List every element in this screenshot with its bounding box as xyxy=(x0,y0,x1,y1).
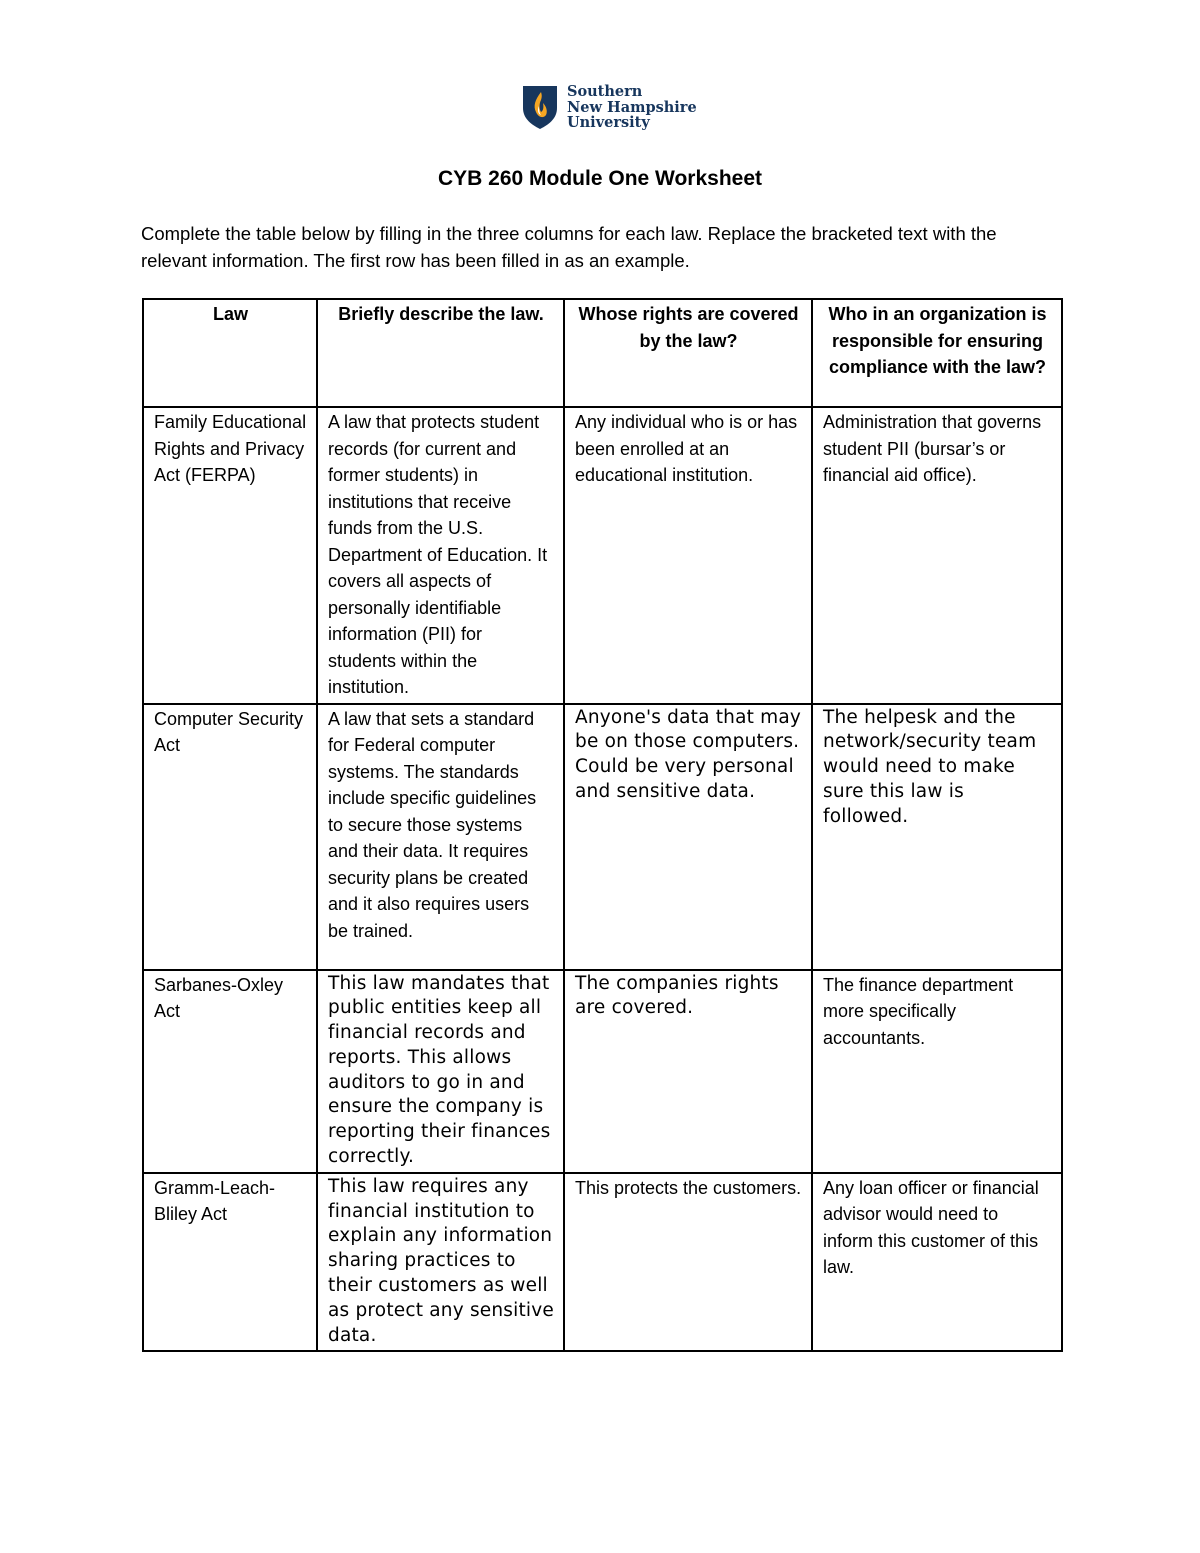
law-description-cell: A law that sets a standard for Federal computer systems. The standards include specific guidelines to secure those systems and their data. It requires security plans be created and it also requires users be trained. xyxy=(317,704,564,970)
law-description-cell: This law requires any financial institution to explain any information sharing practices to their customers as well as protect any sensitive data. xyxy=(317,1173,564,1352)
header-law: Law xyxy=(143,299,317,407)
snhu-logo xyxy=(521,84,697,131)
law-description-cell: This law mandates that public entities keep all financial records and reports. This allows auditors to go in and ensure the company is reporting their finances correctly. xyxy=(317,970,564,1173)
header-responsible: Who in an organization is responsible for ensuring compliance with the law? xyxy=(812,299,1062,407)
logo-line-1: Southern xyxy=(567,83,643,100)
instructions-paragraph: Complete the table below by filling in the three columns for each law. Replace the bracketed text with the relevant information. The first row has been filled in as an example. xyxy=(141,223,997,271)
rights-covered-cell: This protects the customers. xyxy=(564,1173,812,1352)
logo-line-3: University xyxy=(567,114,650,131)
snhu-shield-icon xyxy=(521,84,559,130)
logo-line-2: New Hampshire xyxy=(567,98,697,116)
table-row xyxy=(143,970,1062,1173)
law-name-cell: Family Educational Rights and Privacy Act (FERPA) xyxy=(143,407,317,704)
page-title: CYB 260 Module One Worksheet xyxy=(437,167,763,190)
law-name-cell: Gramm-Leach-Bliley Act xyxy=(143,1173,317,1352)
responsible-party-cell: The finance department more specifically accountants. xyxy=(812,970,1062,1173)
header-description: Briefly describe the law. xyxy=(317,299,564,407)
table-row xyxy=(143,407,1062,704)
responsible-party-cell: Administration that governs student PII (bursar’s or financial aid office). xyxy=(812,407,1062,704)
header-rights: Whose rights are covered by the law? xyxy=(564,299,812,407)
law-name-cell: Computer Security Act xyxy=(143,704,317,970)
table-header-row xyxy=(143,299,1062,407)
law-description-cell: A law that protects student records (for current and former students) in institutions that receive funds from the U.S. Department of Education. It covers all aspects of personally identifiable information (PII) for students within the institution. xyxy=(317,407,564,704)
table-row xyxy=(143,704,1062,970)
responsible-party-cell: The helpesk and the network/security team would need to make sure this law is followed. xyxy=(812,704,1062,970)
rights-covered-cell: The companies rights are covered. xyxy=(564,970,812,1173)
law-name-cell: Sarbanes-Oxley Act xyxy=(143,970,317,1173)
rights-covered-cell: Anyone's data that may be on those computers. Could be very personal and sensitive data. xyxy=(564,704,812,970)
laws-table xyxy=(142,298,1063,1352)
responsible-party-cell: Any loan officer or financial advisor would need to inform this customer of this law. xyxy=(812,1173,1062,1352)
table-row xyxy=(143,1173,1062,1352)
snhu-wordmark xyxy=(567,84,697,131)
rights-covered-cell: Any individual who is or has been enrolled at an educational institution. xyxy=(564,407,812,704)
